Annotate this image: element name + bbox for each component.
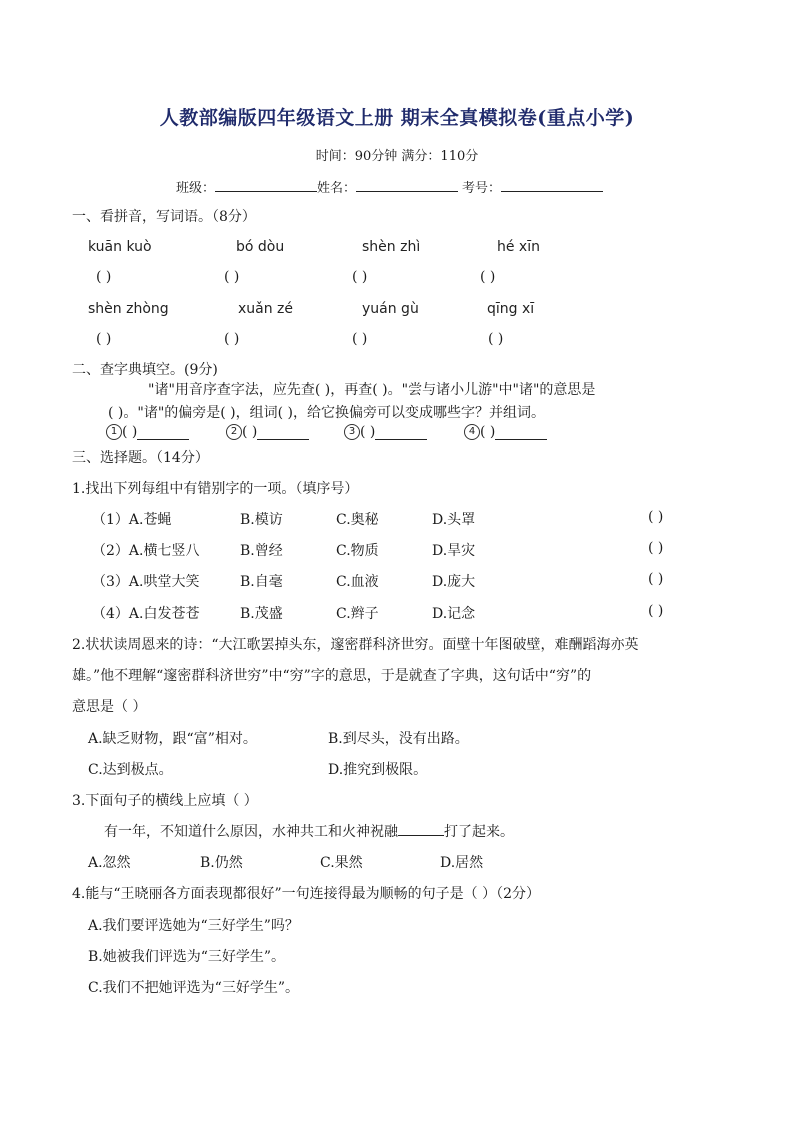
answer-blank[interactable]: ( ) bbox=[96, 269, 112, 285]
id-label: 考号： bbox=[462, 181, 502, 196]
q4-stem: 4.能与“王晓丽各方面表现都很好”一句连接得最为顺畅的句子是（ ）（2分） bbox=[72, 886, 541, 902]
answer-paren[interactable]: ( ) bbox=[648, 603, 664, 619]
q1-row-option: B.茂盛 bbox=[240, 606, 283, 622]
circled-number: 4 bbox=[464, 424, 480, 440]
q3-stem: 3.下面句子的横线上应填（ ） bbox=[72, 793, 258, 809]
student-fields bbox=[176, 177, 603, 196]
q2-option-b[interactable]: B.到尽头，没有出路。 bbox=[328, 731, 469, 747]
q3-option-a[interactable]: A.忽然 bbox=[88, 855, 131, 871]
section2-heading: 二、查字典填空。(9分) bbox=[72, 362, 218, 378]
pinyin: xuǎn zé bbox=[238, 301, 294, 317]
q1-row-option: D.旱灾 bbox=[432, 543, 476, 559]
answer-blank[interactable]: ( ) bbox=[96, 331, 112, 347]
pinyin: qīng xī bbox=[487, 301, 535, 317]
q3-option-c[interactable]: C.果然 bbox=[320, 855, 363, 871]
q1-stem: 1.找出下列每组中有错别字的一项。（填序号） bbox=[72, 481, 359, 497]
radical-item[interactable]: 4 ( ) bbox=[464, 424, 547, 440]
answer-paren[interactable]: ( ) bbox=[648, 540, 664, 556]
section1-heading: 一、看拼音，写词语。（8分） bbox=[72, 209, 256, 225]
answer-line[interactable] bbox=[495, 425, 547, 440]
q3-option-b[interactable]: B.仍然 bbox=[200, 855, 243, 871]
circled-number: 1 bbox=[106, 424, 122, 440]
name-label: 姓名： bbox=[317, 181, 357, 196]
q1-row-option: （1）A.苍蝇 bbox=[92, 512, 172, 528]
q4-option-b[interactable]: B.她被我们评选为“三好学生”。 bbox=[88, 949, 286, 965]
radical-item[interactable]: 2 ( ) bbox=[226, 424, 309, 440]
q2-option-c[interactable]: C.达到极点。 bbox=[88, 762, 173, 778]
answer-blank[interactable]: ( ) bbox=[352, 331, 368, 347]
answer-line[interactable] bbox=[375, 425, 427, 440]
pinyin: kuān kuò bbox=[88, 239, 152, 255]
answer-line[interactable] bbox=[137, 425, 189, 440]
name-blank[interactable] bbox=[356, 177, 458, 192]
fill-blank[interactable] bbox=[398, 821, 444, 836]
q1-row-option: C.血液 bbox=[336, 574, 379, 590]
pinyin: yuán gù bbox=[362, 301, 419, 317]
id-blank[interactable] bbox=[501, 177, 603, 192]
pinyin: shèn zhòng bbox=[88, 301, 169, 317]
answer-blank[interactable]: ( ) bbox=[224, 269, 240, 285]
q1-row-option: （4）A.白发苍苍 bbox=[92, 606, 200, 622]
q2-line3: 意思是（ ） bbox=[72, 699, 147, 715]
answer-line[interactable] bbox=[257, 425, 309, 440]
section3-heading: 三、选择题。（14分） bbox=[72, 450, 209, 466]
q1-row-option: C.奥秘 bbox=[336, 512, 379, 528]
q2-line1: 2.状状读周恩来的诗：“大江歌罢掉头东，邃密群科济世穷。面壁十年图破壁，难酬蹈海亦英 bbox=[72, 637, 639, 653]
exam-info: 时间：90分钟 满分：110分 bbox=[315, 149, 479, 164]
q1-row-option: D.庞大 bbox=[432, 574, 476, 590]
q1-row-option: B.曾经 bbox=[240, 543, 283, 559]
circled-number: 3 bbox=[344, 424, 360, 440]
q1-row-option: C.物质 bbox=[336, 543, 379, 559]
answer-blank[interactable]: ( ) bbox=[224, 331, 240, 347]
q1-row-option: C.辫子 bbox=[336, 606, 379, 622]
circled-number: 2 bbox=[226, 424, 242, 440]
answer-paren[interactable]: ( ) bbox=[648, 509, 664, 525]
q2-option-d[interactable]: D.推究到极限。 bbox=[328, 762, 428, 778]
q2-option-a[interactable]: A.缺乏财物，跟“富”相对。 bbox=[88, 731, 257, 747]
pinyin: bó dòu bbox=[236, 239, 285, 255]
q3-option-d[interactable]: D.居然 bbox=[440, 855, 484, 871]
pinyin: shèn zhì bbox=[362, 239, 421, 255]
section2-line1: "诸"用音序查字法，应先查( )，再查( )。"尝与诸小儿游"中"诸"的意思是 bbox=[148, 382, 596, 398]
q3-sentence: 有一年，不知道什么原因，水神共工和火神祝融 打了起来。 bbox=[104, 821, 514, 841]
section2-line2: ( )。"诸"的偏旁是( )，组词( )，给它换偏旁可以变成哪些字？并组词。 bbox=[108, 405, 545, 421]
answer-paren[interactable]: ( ) bbox=[648, 571, 664, 587]
q4-option-c[interactable]: C.我们不把她评选为“三好学生”。 bbox=[88, 980, 299, 996]
answer-blank[interactable]: ( ) bbox=[488, 331, 504, 347]
radical-item[interactable]: 3 ( ) bbox=[344, 424, 427, 440]
q4-option-a[interactable]: A.我们要评选她为“三好学生”吗？ bbox=[88, 918, 299, 934]
q1-row-option: （2）A.横七竖八 bbox=[92, 543, 200, 559]
q2-line2: 雄。”他不理解“邃密群科济世穷”中“穷”字的意思，于是就查了字典，这句话中“穷”的 bbox=[72, 668, 592, 684]
q1-row-option: D.头罩 bbox=[432, 512, 476, 528]
class-blank[interactable] bbox=[215, 177, 317, 192]
answer-blank[interactable]: ( ) bbox=[352, 269, 368, 285]
class-label: 班级： bbox=[176, 181, 216, 196]
q1-row-option: B.自毫 bbox=[240, 574, 283, 590]
pinyin: hé xīn bbox=[497, 239, 540, 255]
answer-blank[interactable]: ( ) bbox=[480, 269, 496, 285]
q1-row-option: （3）A.哄堂大笑 bbox=[92, 574, 200, 590]
q1-row-option: D.记念 bbox=[432, 606, 476, 622]
q1-row-option: B.模访 bbox=[240, 512, 283, 528]
radical-item[interactable]: 1 ( ) bbox=[106, 424, 189, 440]
page-title: 人教部编版四年级语文上册 期末全真模拟卷(重点小学) bbox=[159, 107, 635, 129]
